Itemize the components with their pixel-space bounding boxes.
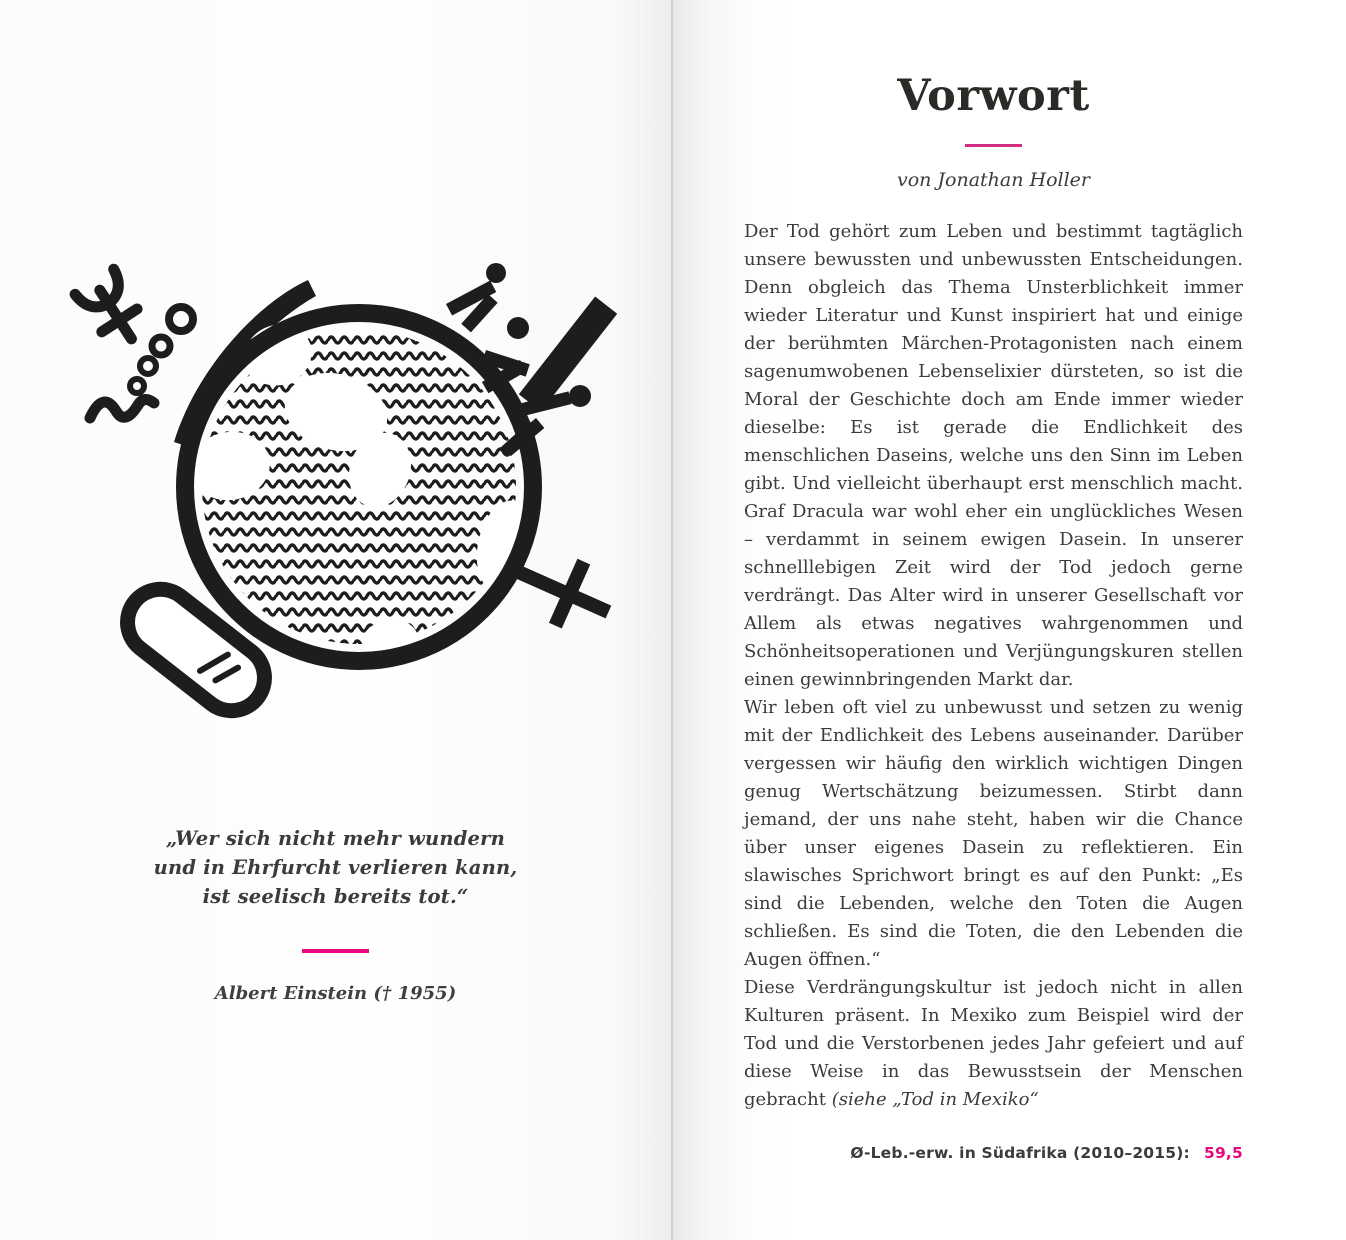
page-footer (850, 1144, 1243, 1162)
footer-label: Ø-Leb.-erw. in Südafrika (2010–2015): (850, 1144, 1190, 1162)
right-page-content (744, 0, 1243, 1240)
title-divider (965, 144, 1022, 147)
left-page (0, 0, 671, 1240)
page-title: Vorwort (897, 71, 1090, 121)
quote-line: ist seelisch bereits tot.“ (202, 885, 469, 908)
globe-waves-illustration (68, 252, 628, 722)
trident-icon (75, 269, 151, 351)
footer-value: 59,5 (1203, 1144, 1243, 1162)
paragraph: Wir leben oft viel zu unbewusst und setzen zu wenig mit der Endlichkeit des Lebens auseinander. Darüber vergessen wir häufig den wirklich wichtigen Dingen genug Wertschätzung beizumessen. Stirbt dann jemand, der uns nahe steht, haben wir die Chance über unser eigenes Dasein zu reflektieren. Ein slawisches Sprichwort bringt es auf den Punkt: „Es sind die Lebenden, welche den Toten die Augen schließen. Es sind die Toten, die den Lebenden die Augen öffnen.“ (744, 697, 1243, 970)
quote-divider (302, 949, 369, 953)
byline: von Jonathan Holler (896, 169, 1091, 191)
paragraph-text: Diese Verdrängungskultur ist jedoch nicht in allen Kulturen präsent. In Mexiko zum Beispiel wird der Tod und die Verstorbenen jedes Jahr gefeiert und auf diese Weise in das Bewusstsein der Menschen gebracht (744, 977, 1243, 1110)
quote-attribution: Albert Einstein († 1955) (214, 983, 457, 1004)
quote-block (0, 824, 671, 1004)
squiggle-icon (90, 399, 154, 418)
body-text (744, 218, 1243, 1114)
right-page (673, 0, 1346, 1240)
quote-line: und in Ehrfurcht verlieren kann, (153, 856, 518, 879)
paragraph-italic-note: (siehe „Tod in Mexiko“ (831, 1089, 1039, 1110)
paragraph: Der Tod gehört zum Leben und bestimmt tagtäglich unsere bewussten und unbewussten Entscheidungen. Denn obgleich das Thema Unsterblichkeit immer wieder Literatur und Kunst inspiriert hat und einige der berühmten Märchen-Protagonisten nach einem sagenumwobenen Lebenselixier dürsteten, so ist die Moral der Geschichte doch am Ende immer wieder dieselbe: Es ist gerade die Endlichkeit des menschlichen Daseins, welche uns den Sinn im Leben gibt. Und vielleicht überhaupt erst menschlich macht. Graf Dracula war wohl eher ein unglückliches Wesen – verdammt in seinem ewigen Dasein. In unserer schnelllebigen Zeit wird der Tod jedoch gerne verdrängt. Das Alter wird in unserer Gesellschaft vor Allem als etwas negatives wahrgenommen und Schönheitsoperationen und Verjüngungskuren stellen einen gewinnbringenden Markt dar. (744, 221, 1243, 690)
bubble-circles-icon (130, 307, 193, 393)
quote-line: „Wer sich nicht mehr wundern (165, 827, 506, 850)
paragraph (744, 974, 1243, 1114)
